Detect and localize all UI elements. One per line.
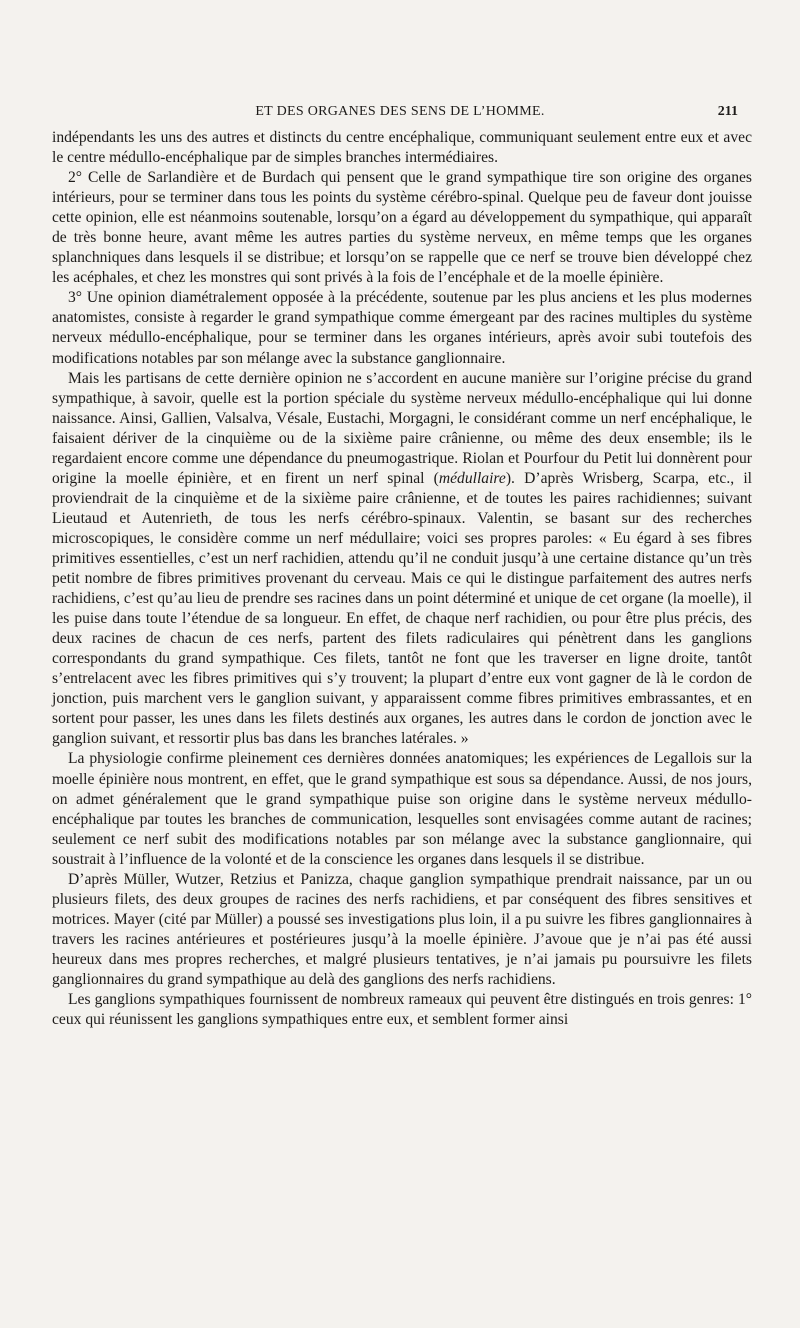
paragraph: 2° Celle de Sarlandière et de Burdach qui pensent que le grand sympathique tire son origine des organes intérieurs, pour se terminer dans tous les points du système cérébro-spinal. Quelque peu de faveur dont jouisse cette opinion, elle est néanmoins soutenable, lorsqu’on a égard au développement du sympathique, qui apparaît de très bonne heure, avant même les autres parties du système nerveux, en même temps que les organes splanchniques dans lesquels il se distribue; et lorsqu’on se rappelle que ce nerf se trouve bien développé chez les acéphales, et chez les monstres qui sont privés à la fois de l’encéphale et de la moelle épinière. (52, 169, 752, 287)
page-number: 211 (717, 104, 738, 119)
running-title: ET DES ORGANES DES SENS DE L’HOMME. (255, 104, 545, 119)
paragraph: Les ganglions sympathiques fournissent de nombreux rameaux qui peuvent être distingués en trois genres: 1° ceux qui réunissent les ganglions sympathiques entre eux, et semblent former ainsi (52, 991, 752, 1029)
paragraph-text: ). D’après Wrisberg, Scarpa, etc., il proviendrait de la cinquième et de la sixième paire crânienne, et de toutes les paires rachidiennes; suivant Lieutaud et Autenrieth, de tous les nerfs cérébro-spinaux. Valentin, se basant sur des recherches microscopiques, le considère comme un nerf médullaire; voici ses propres paroles: « Eu égard à ses fibres primitives essentielles, c’est un nerf rachidien, attendu qu’il ne conduit jusqu’à une certaine distance qu’un très petit nombre de fibres primitives provenant du cerveau. Mais ce qui le distingue parfaitement des autres nerfs rachidiens, c’est qu’au lieu de prendre ses racines dans un point déterminé et unique de cet organe (la moelle), il les puise dans toute l’étendue de sa longueur. En effet, de chaque nerf rachidien, ou pour être plus précis, des deux racines de chacun de ces nerfs, partent des filets radiculaires qui pénètrent dans les ganglions correspondants du grand sympathique. Ces filets, tantôt ne font que les traverser en ligne droite, tantôt s’entrelacent avec les fibres primitives qui s’y trouvent; la plupart d’entre eux vont gagner de là le cordon de jonction, puis marchent vers le ganglion suivant, y apparaissent comme fibres primitives embrassantes, et en sortent pour passer, les unes dans les filets destinés aux organes, les autres dans le cordon de jonction avec le ganglion suivant, et ressortir plus bas dans les branches latérales. » (52, 469, 752, 748)
paragraph: D’après Müller, Wutzer, Retzius et Panizza, chaque ganglion sympathique prendrait naissance, par un ou plusieurs filets, des deux groupes de racines des nerfs rachidiens, et par conséquent des fibres sensitives et motrices. Mayer (cité par Müller) a poussé ses investigations plus loin, il a pu suivre les fibres ganglionnaires à travers les racines antérieures et postérieures jusqu’à la moelle épinière. J’avoue que je n’ai pas été aussi heureux dans mes propres recherches, et malgré plusieurs tentatives, je n’ai jamais pu poursuivre les filets ganglionnaires du grand sympathique au delà des ganglions des nerfs rachidiens. (52, 870, 752, 988)
body-text (52, 128, 752, 1030)
running-head (52, 104, 748, 124)
paragraph: indépendants les uns des autres et distincts du centre encéphalique, communiquant seulement entre eux et avec le centre médullo-encéphalique par de simples branches intermédiaires. (52, 129, 752, 167)
paragraph (52, 369, 752, 750)
paragraph-text: Mais les partisans de cette dernière opinion ne s’accordent en aucune manière sur l’origine précise du grand sympathique, à savoir, quelle est la portion spéciale du système nerveux médullo-encéphalique qui lui donne naissance. Ainsi, Gallien, Valsalva, Vésale, Eustachi, Morgagni, le considérant comme un nerf encéphalique, le faisaient dériver de la cinquième ou de la sixième paire crânienne, ou même des deux ensemble; ils le regardaient encore comme une dépendance du pneumogastrique. Riolan et Pourfour du Petit lui donnèrent pour origine la moelle épinière, et en firent un nerf spinal ( (52, 369, 752, 487)
paragraph: 3° Une opinion diamétralement opposée à la précédente, soutenue par les plus anciens et les plus modernes anatomistes, consiste à regarder le grand sympathique comme émergeant par des racines multiples du système nerveux médullo-encéphalique, pour se terminer dans les organes intérieurs, après avoir subi toutefois des modifications notables par son mélange avec la substance ganglionnaire. (52, 289, 752, 367)
paragraph: La physiologie confirme pleinement ces dernières données anatomiques; les expériences de Legallois sur la moelle épinière nous montrent, en effet, que le grand sympathique est sous sa dépendance. Aussi, de nos jours, on admet généralement que le grand sympathique puise son origine dans le système nerveux médullo-encéphalique par toutes les branches de communication, lesquelles sont envisagées comme autant de racines; seulement ce nerf subit des modifications notables par son mélange avec la substance ganglionnaire, qui soustrait à l’influence de la volonté et de la conscience les organes dans lesquels il se distribue. (52, 750, 752, 868)
italic-term: médullaire (438, 469, 506, 487)
